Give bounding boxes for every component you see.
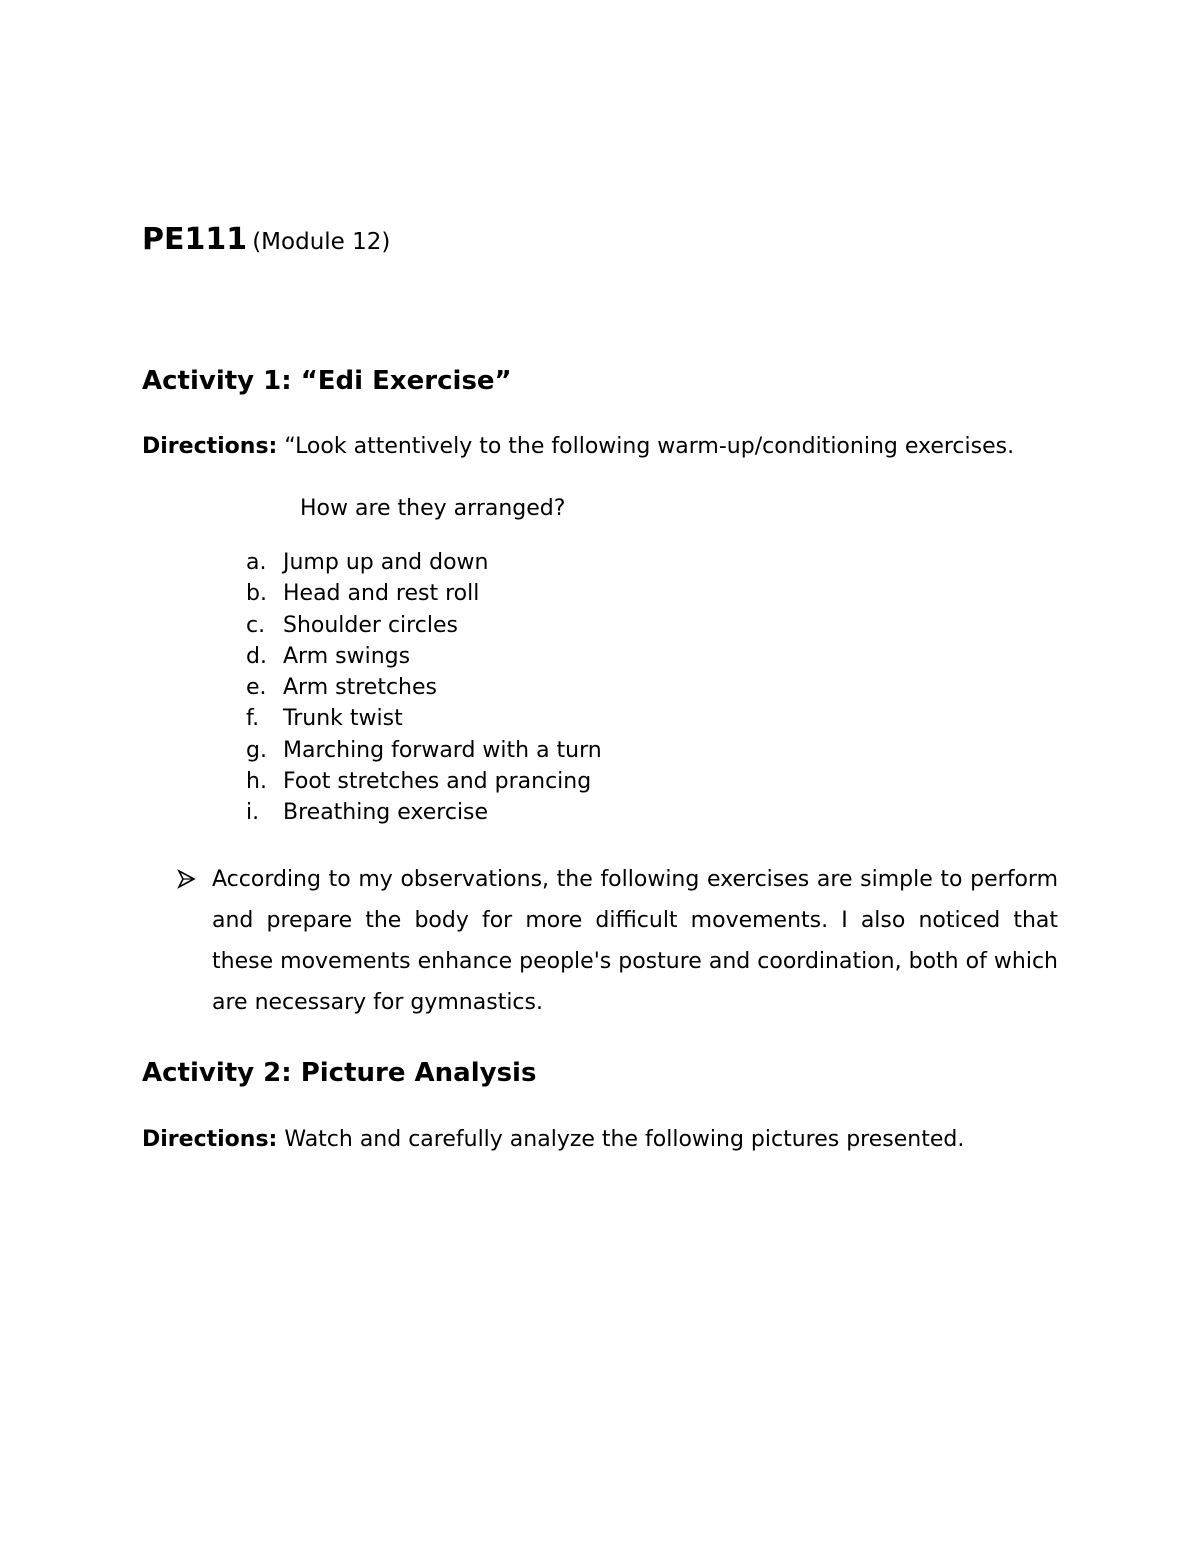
- activity-2-directions: [142, 1124, 964, 1155]
- directions-question: How are they arranged?: [300, 496, 566, 521]
- list-item: [246, 547, 602, 578]
- list-item-text: Breathing exercise: [283, 800, 489, 826]
- list-item-text: Arm stretches: [283, 675, 437, 701]
- list-marker: d.: [246, 643, 267, 669]
- activity-1-heading: Activity 1: “Edi Exercise”: [142, 366, 512, 396]
- list-item-text: Jump up and down: [283, 550, 489, 575]
- course-code: PE111: [142, 222, 248, 257]
- list-item: [246, 610, 602, 641]
- list-marker: i.: [246, 800, 260, 826]
- observation-paragraph: [175, 859, 1058, 1023]
- list-item: [246, 641, 602, 672]
- directions-text: “Look attentively to the following warm-up/conditioning exercises.: [284, 434, 1015, 459]
- list-item: [246, 672, 602, 703]
- list-item-text: Marching forward with a turn: [283, 737, 602, 763]
- list-marker: g.: [246, 737, 267, 763]
- list-item: [246, 797, 602, 828]
- arrowhead-bullet-icon: [175, 859, 199, 900]
- list-item: [246, 766, 602, 797]
- list-item-text: Trunk twist: [283, 706, 403, 732]
- list-item: [246, 578, 602, 609]
- exercise-list: [246, 547, 602, 829]
- list-item-text: Head and rest roll: [283, 581, 480, 607]
- directions-text: Watch and carefully analyze the following pictures presented.: [284, 1127, 965, 1152]
- course-title: [142, 222, 390, 257]
- activity-1-directions: [142, 431, 1058, 462]
- list-marker: e.: [246, 675, 267, 701]
- list-marker: h.: [246, 769, 267, 795]
- activity-2-heading: Activity 2: Picture Analysis: [142, 1058, 537, 1088]
- list-marker: c.: [246, 612, 266, 638]
- list-marker: b.: [246, 581, 267, 607]
- list-item: [246, 703, 602, 734]
- list-marker: a.: [246, 550, 267, 575]
- module-label: (Module 12): [252, 229, 391, 255]
- list-item: [246, 735, 602, 766]
- list-item-text: Foot stretches and prancing: [283, 769, 592, 795]
- observation-text: According to my observations, the following exercises are simple to perform and prepare the body for more difficult movements. I also noticed that these movements enhance people's posture and coordination, both of which are necessary for gymnastics.: [212, 867, 1058, 1015]
- list-item-text: Arm swings: [283, 643, 411, 669]
- list-marker: f.: [246, 706, 260, 732]
- list-item-text: Shoulder circles: [283, 612, 458, 638]
- directions-label: Directions:: [142, 1127, 278, 1152]
- directions-label: Directions:: [142, 434, 278, 459]
